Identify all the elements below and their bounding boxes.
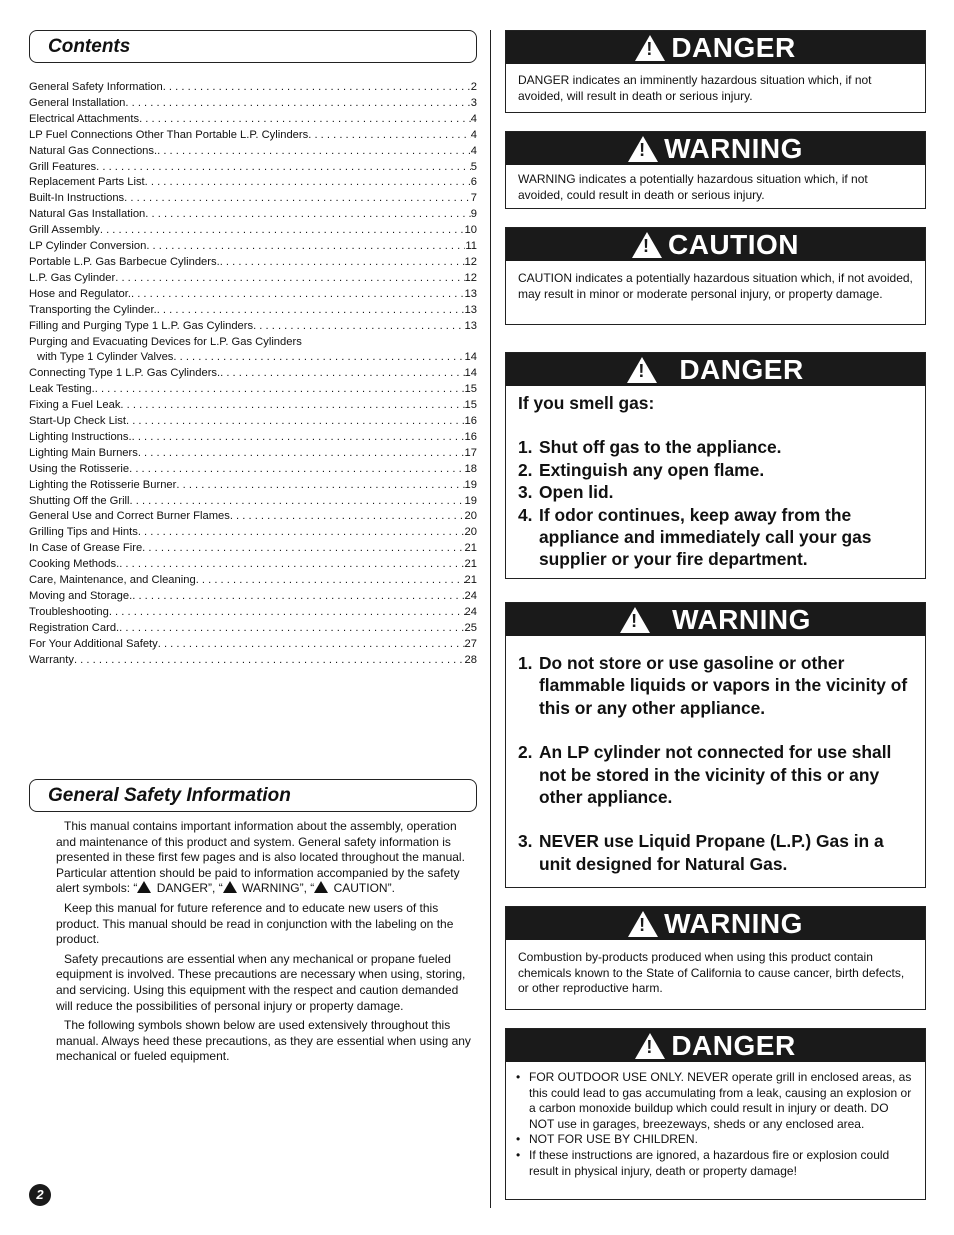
bullet-item: [516, 1148, 913, 1179]
toc-entry-page: 10: [464, 224, 477, 237]
safety-paragraph-4: The following symbols shown below are used extensively throughout this manual. Always heed these precautions, as they are essential when using any mechanical or fueled equipment.: [56, 1018, 471, 1064]
danger-outdoor-body: [506, 1062, 925, 1179]
toc-entry-page: 3: [470, 96, 477, 109]
toc-leader-dots: [308, 128, 471, 144]
toc-entry-label: L.P. Gas Cylinder: [29, 271, 116, 284]
toc-entry-page: 27: [464, 637, 477, 650]
general-safety-section: [29, 779, 477, 1069]
toc-entry-page: 13: [464, 303, 477, 316]
toc-entry: [29, 366, 477, 382]
toc-entry-page: 11: [465, 240, 477, 253]
toc-entry-label: Care, Maintenance, and Cleaning: [29, 574, 196, 587]
toc-entry-label: General Safety Information: [29, 81, 163, 93]
warning-prop65-title: WARNING: [664, 907, 803, 939]
toc-leader-dots: [157, 303, 465, 319]
alert-icon: [632, 232, 662, 258]
warning-prop65-text: Combustion by-products produced when using this product contain chemicals known to the State of California to cause cancer, birth defects, or other reproductive harm.: [518, 950, 905, 996]
toc-entry: [29, 557, 477, 573]
toc-leader-dots: [138, 525, 465, 541]
toc-leader-dots: [96, 160, 471, 176]
toc-leader-dots: [158, 637, 465, 653]
toc-entry-page: 7: [470, 192, 477, 205]
toc-entry: [29, 239, 477, 255]
numbered-item: [518, 481, 913, 503]
warning-storage-body: [506, 636, 925, 875]
toc-entry-label: Fixing a Fuel Leak: [29, 399, 121, 412]
toc-entry: [29, 478, 477, 494]
toc-leader-dots: [138, 446, 465, 462]
caution-title: CAUTION: [667, 228, 800, 260]
toc-entry-page: 4: [470, 144, 477, 157]
toc-entry: [29, 621, 477, 637]
item-text: NEVER use Liquid Propane (L.P.) Gas in a unit designed for Natural Gas.: [539, 831, 884, 874]
caution-bar: [506, 228, 925, 261]
item-number: 1.: [518, 653, 533, 673]
toc-entry-label: Grill Features: [29, 160, 97, 173]
bullet-icon: •: [516, 1132, 521, 1147]
toc-entry-label: Moving and Storage.: [29, 590, 133, 602]
danger-outdoor-bar: [506, 1029, 925, 1062]
item-text: Open lid.: [539, 482, 614, 503]
page-number: 2: [29, 1184, 51, 1206]
numbered-item: [518, 459, 913, 481]
toc-entry: [29, 319, 477, 335]
toc-entry-label: Grill Assembly: [29, 224, 100, 237]
warning-definition-box: [505, 131, 926, 209]
toc-leader-dots: [120, 398, 464, 414]
warning-storage-list: [518, 652, 913, 875]
toc-entry-page: 21: [464, 542, 477, 555]
toc-entry-label: Natural Gas Connections.: [29, 144, 158, 157]
item-number: 3.: [518, 831, 533, 852]
contents-heading: Contents: [29, 30, 477, 63]
toc-entry-page: 25: [464, 621, 477, 634]
toc-leader-dots: [139, 112, 471, 128]
caution-definition-box: [505, 227, 926, 325]
toc-entry-label: Transporting the Cylinder.: [29, 303, 157, 316]
toc-entry-page: 4: [470, 112, 477, 125]
safety-paragraph-1: [56, 819, 477, 897]
toc-entry: [29, 271, 477, 287]
column-divider: [490, 30, 491, 1208]
toc-entry-page: 20: [464, 510, 477, 523]
warning-storage-box: [505, 602, 926, 888]
toc-entry-label: Replacement Parts List: [29, 176, 145, 189]
safety-p1-danger: DANGER”, “: [153, 881, 223, 896]
toc-leader-dots: [253, 319, 464, 335]
numbered-item: [518, 504, 913, 571]
toc-leader-dots: [145, 207, 470, 223]
alert-icon: [223, 881, 237, 893]
toc-entry: [29, 96, 477, 112]
toc-entry: [29, 207, 477, 223]
toc-entry-page: 16: [464, 430, 477, 443]
toc-entry-page: 13: [464, 319, 477, 332]
toc-entry-page: 17: [464, 446, 477, 459]
toc-entry: [29, 653, 477, 669]
toc-entry-label: Leak Testing.: [29, 383, 95, 396]
alert-icon: [635, 35, 665, 61]
toc-leader-dots: [126, 414, 465, 430]
warning-definition-text: WARNING indicates a potentially hazardous situation which, if not avoided, could result in death or serious injury.: [518, 172, 868, 202]
danger-definition-box: [505, 30, 926, 113]
toc-entry-page: 2: [470, 81, 477, 93]
toc-entry-page: 21: [464, 574, 477, 587]
danger-outdoor-list: [516, 1070, 913, 1179]
toc-leader-dots: [157, 144, 471, 160]
toc-entry: [29, 525, 477, 541]
alert-icon: [628, 911, 658, 937]
bullet-text: If these instructions are ignored, a hazardous fire or explosion could result in physical injury, death or property damage!: [529, 1147, 890, 1178]
warning-prop65-bar: [506, 907, 925, 940]
toc-entry-page: 19: [464, 494, 477, 507]
item-number: 2.: [518, 742, 533, 763]
toc-entry-page: 14: [464, 351, 477, 364]
toc-entry-page: 24: [464, 605, 477, 618]
safety-p1-text: This manual contains important information about the assembly, operation and maintenance of this product and system. General safety information is presented in these first few pages and is also located throughout the manual. Particular attention should be paid to information accompanied by the safety alert symbols: “: [56, 819, 465, 896]
item-number: 3.: [518, 482, 533, 503]
toc-leader-dots: [100, 223, 465, 239]
toc-entry-label: Purging and Evacuating Devices for L.P. Gas Cylinders: [29, 335, 302, 348]
toc-entry: [29, 430, 477, 446]
toc-entry-page: 12: [464, 255, 477, 268]
safety-p1-warning: WARNING”, “: [238, 881, 315, 896]
numbered-item: [518, 830, 913, 875]
numbered-item: [518, 652, 913, 719]
toc-leader-dots: [95, 382, 465, 398]
toc-entry-label: Built-In Instructions: [29, 192, 125, 205]
toc-entry-label: Hose and Regulator.: [29, 287, 131, 300]
general-safety-heading: General Safety Information: [29, 779, 477, 812]
item-number: 2.: [518, 459, 533, 480]
item-text: Extinguish any open flame.: [539, 459, 765, 480]
toc-leader-dots: [130, 494, 465, 510]
toc-leader-dots: [146, 239, 465, 255]
toc-entry: [29, 637, 477, 653]
caution-definition-text: CAUTION indicates a potentially hazardous situation which, if not avoided, may result in minor or moderate personal injury, or property damage.: [518, 271, 913, 301]
warning-prop65-box: [505, 906, 926, 1010]
item-text: If odor continues, keep away from the appliance and immediately call your gas supplier or your fire department.: [539, 504, 872, 570]
toc-leader-dots: [115, 271, 464, 287]
toc-leader-dots: [132, 589, 464, 605]
toc-entry-page: 15: [464, 399, 477, 412]
danger-title: DANGER: [671, 31, 796, 63]
toc-entry: [29, 128, 477, 144]
alert-icon: [628, 136, 658, 162]
toc-entry: [29, 509, 477, 525]
toc-leader-dots: [230, 509, 465, 525]
bullet-item: [516, 1132, 913, 1148]
toc-entry: [29, 335, 477, 351]
toc-leader-dots: [220, 255, 465, 271]
toc-entry-label: Shutting Off the Grill: [29, 494, 130, 507]
bullet-text: FOR OUTDOOR USE ONLY. NEVER operate grill in enclosed areas, as this could lead to gas accumulating from a leak, causing an explosion or a carbon monoxide buildup which could result in injury or death. DO NOT use in garages, breezeways, sheds or any enclosed area.: [529, 1070, 912, 1131]
danger-gas-list: [518, 436, 913, 570]
toc-entry: [29, 350, 477, 366]
toc-entry-label: Portable L.P. Gas Barbecue Cylinders.: [29, 255, 220, 268]
toc-entry: [29, 398, 477, 414]
toc-entry-label: Lighting Instructions.: [29, 430, 132, 443]
toc-entry-page: 19: [464, 478, 477, 491]
toc-entry-page: 13: [464, 287, 477, 300]
toc-entry: [29, 573, 477, 589]
danger-gas-title: DANGER: [679, 353, 804, 385]
danger-gas-box: [505, 352, 926, 579]
toc-entry-page: 16: [464, 415, 477, 428]
safety-paragraph-3: Safety precautions are essential when any mechanical or propane fueled equipment is involved. These precautions are necessary when using, storing, and servicing. Using this equipment with the respect and caution demanded will reduce the possibilities of personal injury or property damage.: [56, 951, 466, 1013]
toc-leader-dots: [173, 350, 464, 366]
toc-entry: [29, 112, 477, 128]
alert-icon: [314, 881, 328, 893]
toc-entry-page: 14: [464, 367, 477, 380]
danger-outdoor-title: DANGER: [671, 1029, 796, 1061]
toc-leader-dots: [145, 175, 471, 191]
toc-entry-label: Grilling Tips and Hints: [29, 526, 138, 539]
toc-entry: [29, 255, 477, 271]
contents-section: [29, 30, 477, 669]
danger-gas-bar: [506, 353, 925, 386]
toc-entry-label: Filling and Purging Type 1 L.P. Gas Cylinders: [29, 319, 254, 332]
toc-entry: [29, 175, 477, 191]
item-number: 4.: [518, 504, 533, 525]
toc-entry: [29, 144, 477, 160]
toc-leader-dots: [124, 191, 471, 207]
toc-entry: [29, 191, 477, 207]
toc-leader-dots: [119, 557, 464, 573]
toc-entry-label: Lighting the Rotisserie Burner: [29, 478, 177, 491]
toc-entry-label: Warranty: [29, 653, 74, 666]
toc-entry: [29, 223, 477, 239]
toc-entry-page: 15: [464, 383, 477, 396]
toc-entry-label: Start-Up Check List: [29, 415, 126, 428]
toc-entry: [29, 414, 477, 430]
toc-entry-page: 21: [464, 558, 477, 571]
warning-storage-bar: [506, 603, 925, 636]
toc-entry: [29, 589, 477, 605]
toc-entry-label: General Installation: [29, 96, 126, 109]
item-number: 1.: [518, 437, 533, 458]
toc-entry: [29, 160, 477, 176]
bullet-icon: •: [516, 1147, 521, 1162]
toc-entry-label: with Type 1 Cylinder Valves: [37, 351, 174, 364]
toc-entry-label: In Case of Grease Fire: [29, 542, 143, 555]
safety-paragraph-2: Keep this manual for future reference and to educate new users of this product. This manual should be read in conjunction with the labeling on the product.: [56, 900, 454, 947]
alert-icon: [137, 881, 151, 893]
toc-entry-page: 18: [464, 462, 477, 475]
danger-gas-intro: If you smell gas:: [518, 393, 655, 413]
warning-bar: [506, 132, 925, 165]
item-text: Shut off gas to the appliance.: [539, 437, 782, 458]
danger-outdoor-box: [505, 1028, 926, 1200]
toc-entry-label: Connecting Type 1 L.P. Gas Cylinders.: [29, 367, 221, 380]
toc-leader-dots: [176, 478, 464, 494]
toc-entry-label: For Your Additional Safety: [29, 637, 158, 650]
toc-leader-dots: [131, 287, 465, 303]
alert-icon: [635, 1033, 665, 1059]
toc-entry-label: Natural Gas Installation: [29, 208, 146, 221]
toc-entry-page: 12: [464, 271, 477, 284]
toc-entry-page: 20: [464, 526, 477, 539]
toc-entry: [29, 303, 477, 319]
toc-entry: [29, 80, 477, 96]
danger-gas-body: [506, 386, 925, 571]
toc-leader-dots: [142, 541, 464, 557]
toc-entry-page: 28: [464, 653, 477, 666]
bullet-icon: •: [516, 1070, 521, 1084]
bullet-text: NOT FOR USE BY CHILDREN.: [529, 1132, 698, 1147]
toc-leader-dots: [132, 430, 465, 446]
toc-entry-label: Registration Card.: [29, 621, 120, 634]
toc-entry-label: LP Cylinder Conversion: [29, 240, 147, 253]
toc-entry: [29, 494, 477, 510]
toc-entry: [29, 446, 477, 462]
toc-leader-dots: [163, 80, 471, 96]
numbered-item: [518, 436, 913, 458]
toc-entry-page: 4: [470, 128, 477, 141]
safety-p1-caution: CAUTION”.: [330, 881, 395, 896]
item-text: An LP cylinder not connected for use shall not be stored in the vicinity of this or any other appliance.: [539, 742, 892, 808]
bullet-item: [516, 1070, 913, 1132]
warning-title: WARNING: [664, 132, 803, 164]
toc-entry-page: 5: [470, 160, 477, 173]
toc-entry-label: Cooking Methods.: [29, 558, 120, 571]
toc-entry-label: Electrical Attachments: [29, 112, 140, 125]
alert-icon: [620, 607, 650, 633]
toc-leader-dots: [74, 653, 465, 669]
danger-definition-text: DANGER indicates an imminently hazardous situation which, if not avoided, will result in death or serious injury.: [518, 73, 872, 103]
toc-entry-page: 9: [470, 208, 477, 221]
alert-icon: [627, 357, 657, 383]
toc-leader-dots: [129, 462, 464, 478]
warning-storage-title: WARNING: [672, 603, 811, 635]
toc-entry-label: Troubleshooting: [29, 605, 109, 618]
toc-entry-label: Using the Rotisserie: [29, 462, 130, 475]
toc-leader-dots: [196, 573, 465, 589]
toc-entry-label: Lighting Main Burners: [29, 446, 138, 459]
table-of-contents: [29, 80, 477, 669]
toc-entry: [29, 605, 477, 621]
toc-leader-dots: [119, 621, 464, 637]
toc-entry: [29, 287, 477, 303]
toc-entry: [29, 541, 477, 557]
numbered-item: [518, 741, 913, 808]
toc-leader-dots: [125, 96, 470, 112]
toc-leader-dots: [109, 605, 465, 621]
toc-entry-label: General Use and Correct Burner Flames: [29, 510, 230, 523]
toc-entry: [29, 382, 477, 398]
danger-bar: [506, 31, 925, 64]
toc-entry-page: 6: [470, 176, 477, 189]
item-text: Do not store or use gasoline or other flammable liquids or vapors in the vicinity of this or any other appliance.: [539, 653, 908, 718]
general-safety-body: [29, 819, 477, 1065]
toc-leader-dots: [220, 366, 464, 382]
toc-entry-label: LP Fuel Connections Other Than Portable L.P. Cylinders: [29, 128, 309, 141]
toc-entry-page: 24: [464, 590, 477, 602]
toc-entry: [29, 462, 477, 478]
